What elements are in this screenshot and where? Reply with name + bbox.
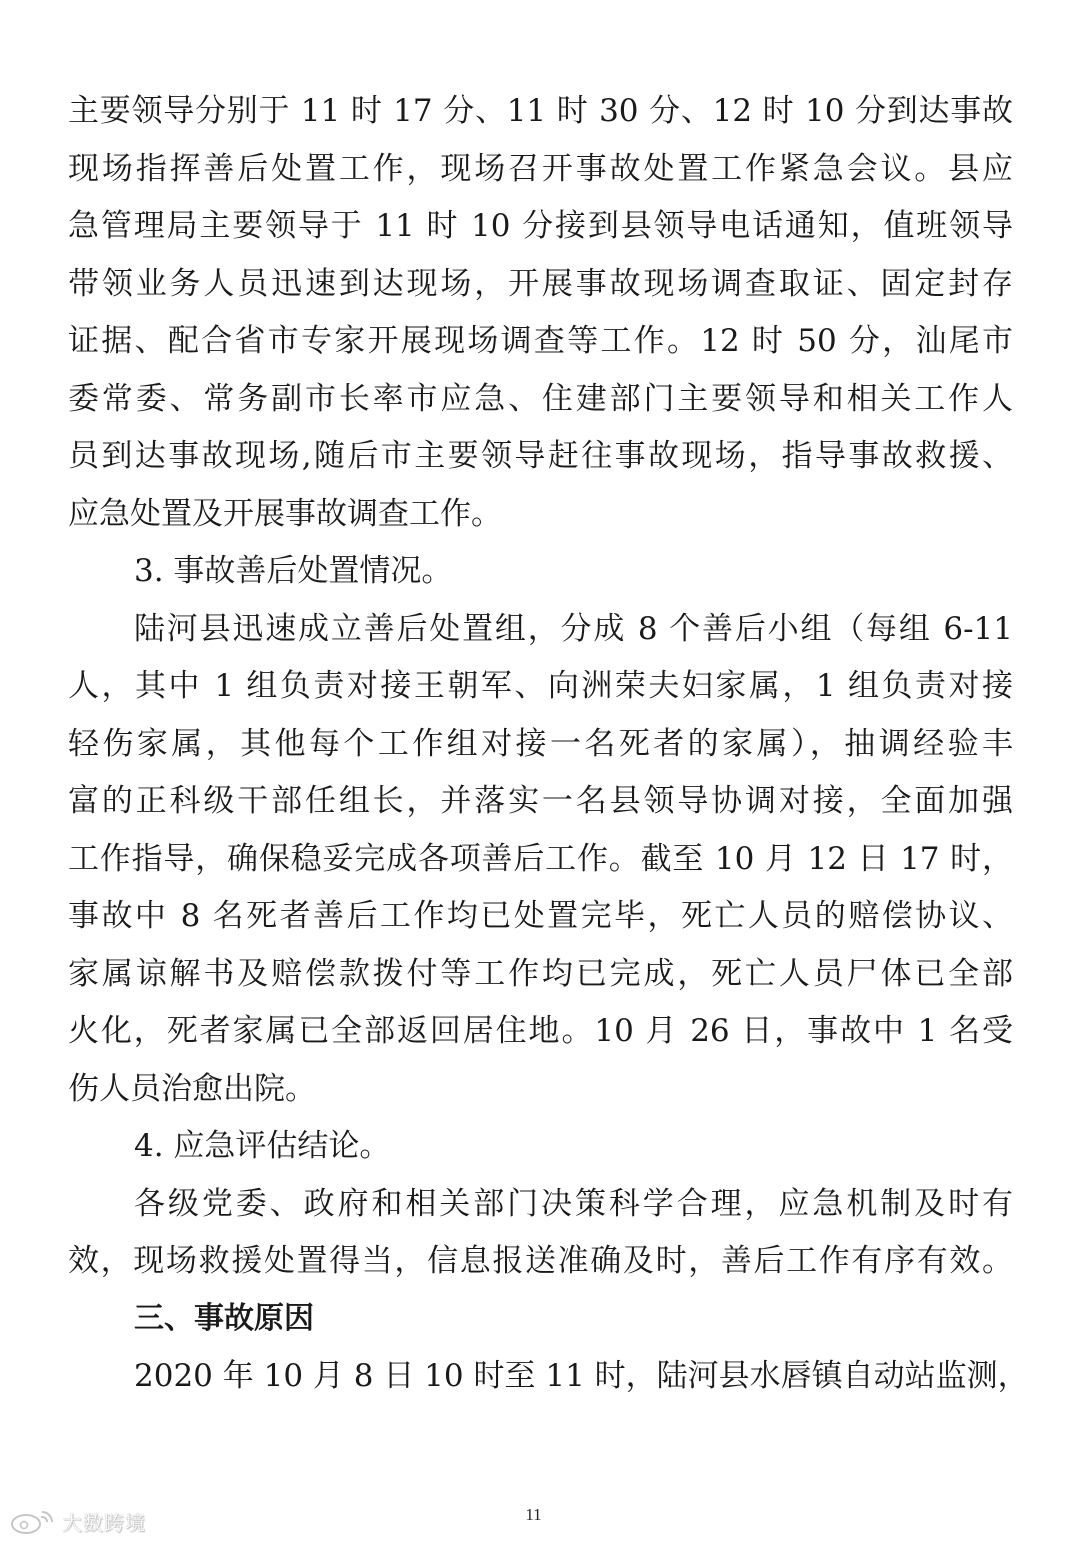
paragraph-line: 人，其中 1 组负责对接王朝军、向洲荣夫妇家属，1 组负责对接: [68, 668, 1013, 704]
weibo-logo-icon: [8, 1506, 58, 1536]
paragraph-line: 轻伤家属，其他每个工作组对接一名死者的家属），抽调经验丰: [68, 726, 1013, 762]
watermark-text: 大数跨境: [62, 1510, 146, 1535]
section-subheading: 3. 事故善后处置情况。: [134, 553, 453, 589]
paragraph-line: 工作指导，确保稳妥完成各项善后工作。截至 10 月 12 日 17 时，: [68, 841, 1013, 877]
section-heading: 三、事故原因: [134, 1301, 314, 1336]
paragraph-line: 伤人员治愈出院。: [68, 1071, 316, 1107]
paragraph-line: 家属谅解书及赔偿款拨付等工作均已完成，死亡人员尸体已全部: [68, 956, 1013, 992]
paragraph-line: 急管理局主要领导于 11 时 10 分接到县领导电话通知，值班领导: [68, 208, 1013, 244]
paragraph-line: 委常委、常务副市长率市应急、住建部门主要领导和相关工作人: [68, 381, 1013, 417]
paragraph-line: 效，现场救援处置得当，信息报送准确及时，善后工作有序有效。: [68, 1243, 1013, 1279]
page-number: 11: [525, 1505, 542, 1524]
paragraph-line: 陆河县迅速成立善后处置组，分成 8 个善后小组（每组 6-11: [134, 611, 1013, 647]
paragraph-line: 2020 年 10 月 8 日 10 时至 11 时，陆河县水唇镇自动站监测，: [134, 1358, 1029, 1394]
section-subheading: 4. 应急评估结论。: [134, 1128, 391, 1164]
paragraph-line: 带领业务人员迅速到达现场，开展事故现场调查取证、固定封存: [68, 266, 1013, 302]
paragraph-line: 主要领导分别于 11 时 17 分、11 时 30 分、12 时 10 分到达事故: [68, 93, 1013, 129]
paragraph-line: 富的正科级干部任组长，并落实一名县领导协调对接，全面加强: [68, 783, 1013, 819]
paragraph-line: 证据、配合省市专家开展现场调查等工作。12 时 50 分，汕尾市: [68, 323, 1013, 359]
paragraph-line: 员到达事故现场,随后市主要领导赶往事故现场，指导事故救援、: [68, 438, 1013, 474]
paragraph-line: 应急处置及开展事故调查工作。: [68, 496, 502, 532]
paragraph-line: 各级党委、政府和相关部门决策科学合理，应急机制及时有: [134, 1186, 1013, 1222]
paragraph-line: 事故中 8 名死者善后工作均已处置完毕，死亡人员的赔偿协议、: [68, 898, 1013, 934]
watermark: [8, 1505, 146, 1537]
paragraph-line: 现场指挥善后处置工作，现场召开事故处置工作紧急会议。县应: [68, 151, 1013, 187]
paragraph-line: 火化，死者家属已全部返回居住地。10 月 26 日，事故中 1 名受: [68, 1013, 1013, 1049]
